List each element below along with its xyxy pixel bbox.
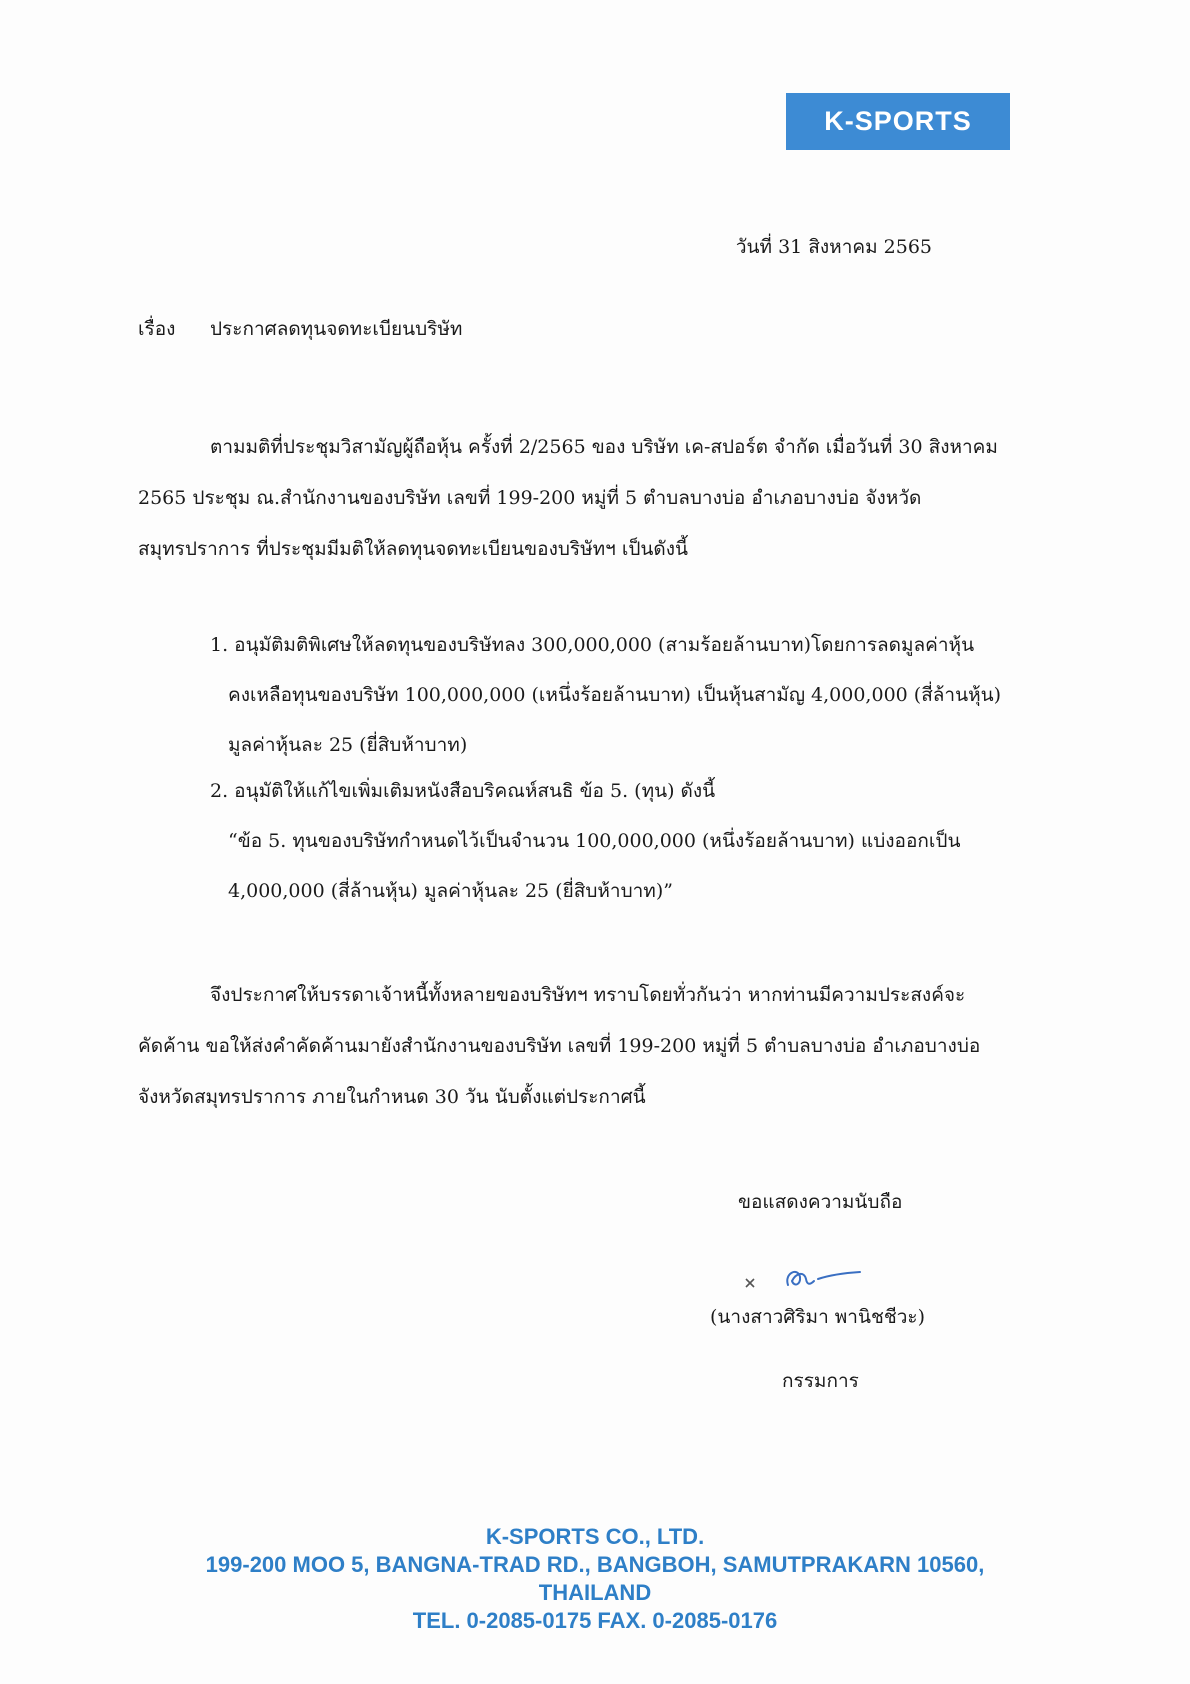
notice-paragraph xyxy=(138,970,1040,1123)
footer-address-country: THAILAND xyxy=(538,1580,652,1605)
notice-line: จึงประกาศให้บรรดาเจ้าหนี้ทั้งหลายของบริษัทฯ ทราบโดยทั่วกันว่า หากท่านมีความประสงค์จะ xyxy=(210,984,966,1006)
company-logo xyxy=(786,93,1010,150)
signer-name: (นางสาวศิริมา พานิชชีวะ) xyxy=(710,1306,926,1328)
resolution-line: 1. อนุมัติมติพิเศษให้ลดทุนของบริษัทลง 300,000,000 (สามร้อยล้านบาท)โดยการลดมูลค่าหุ้น xyxy=(210,634,975,656)
subject-label: เรื่อง xyxy=(138,318,176,340)
resolution-line: มูลค่าหุ้นละ 25 (ยี่สิบห้าบาท) xyxy=(228,734,468,756)
subject-text: ประกาศลดทุนจดทะเบียนบริษัท xyxy=(210,318,463,340)
resolution-line: “ข้อ 5. ทุนของบริษัทกำหนดไว้เป็นจำนวน 100,000,000 (หนึ่งร้อยล้านบาท) แบ่งออกเป็น xyxy=(228,830,961,852)
intro-paragraph xyxy=(138,422,1040,575)
handwritten-signature xyxy=(740,1255,880,1295)
footer-address: 199-200 MOO 5, BANGNA-TRAD RD., BANGBOH, SAMUTPRAKARN 10560, xyxy=(205,1552,985,1577)
list-item xyxy=(210,766,1040,916)
notice-line: คัดค้าน ขอให้ส่งคำคัดค้านมายังสำนักงานของบริษัท เลขที่ 199-200 หมู่ที่ 5 ตำบลบางบ่อ อำเภอบางบ่อ xyxy=(138,1035,981,1057)
letter-date: วันที่ 31 สิงหาคม 2565 xyxy=(735,236,932,258)
letterhead-footer xyxy=(0,1523,1190,1635)
resolution-list xyxy=(210,620,1040,916)
list-item xyxy=(210,620,1040,770)
subject-line xyxy=(138,314,462,344)
notice-line: จังหวัดสมุทรปราการ ภายในกำหนด 30 วัน นับตั้งแต่ประกาศนี้ xyxy=(138,1086,646,1108)
logo-text: K-SPORTS xyxy=(824,106,972,136)
resolution-line: 4,000,000 (สี่ล้านหุ้น) มูลค่าหุ้นละ 25 (ยี่สิบห้าบาท)” xyxy=(228,880,673,902)
resolution-line: คงเหลือทุนของบริษัท 100,000,000 (เหนึ่งร้อยล้านบาท) เป็นหุ้นสามัญ 4,000,000 (สี่ล้านหุ้น) xyxy=(228,684,1002,706)
resolution-line: 2. อนุมัติให้แก้ไขเพิ่มเติมหนังสือบริคณห์สนธิ ข้อ 5. (ทุน) ดังนี้ xyxy=(210,780,716,802)
intro-line: สมุทรปราการ ที่ประชุมมีมติให้ลดทุนจดทะเบียนของบริษัทฯ เป็นดังนี้ xyxy=(138,538,689,560)
closing-phrase: ขอแสดงความนับถือ xyxy=(738,1191,903,1213)
signer-position: กรรมการ xyxy=(782,1370,859,1392)
footer-contact: TEL. 0-2085-0175 FAX. 0-2085-0176 xyxy=(412,1608,778,1633)
footer-company: K-SPORTS CO., LTD. xyxy=(485,1524,705,1549)
intro-line: ตามมติที่ประชุมวิสามัญผู้ถือหุ้น ครั้งที่ 2/2565 ของ บริษัท เค-สปอร์ต จำกัด เมื่อวันที่ 30 สิงหาคม xyxy=(210,436,998,458)
intro-line: 2565 ประชุม ณ.สำนักงานของบริษัท เลขที่ 199-200 หมู่ที่ 5 ตำบลบางบ่อ อำเภอบางบ่อ จังหวัด xyxy=(138,487,922,509)
